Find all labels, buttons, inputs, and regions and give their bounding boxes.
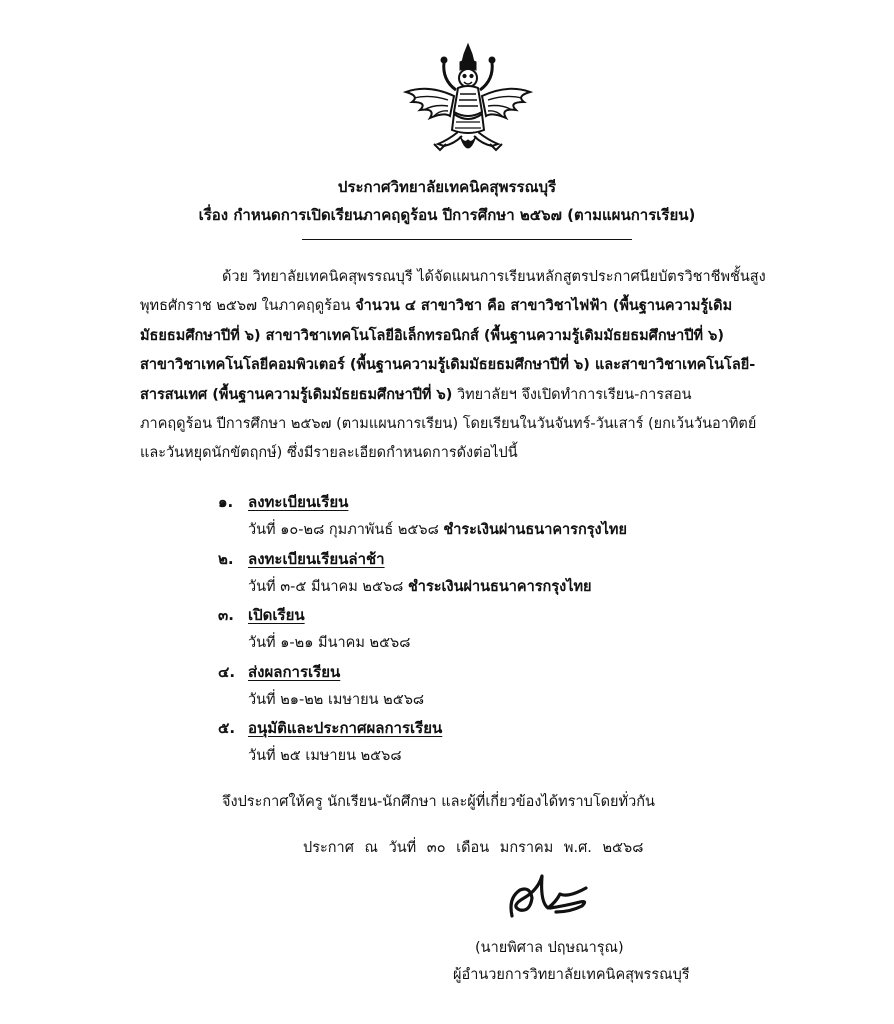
body-text: พุทธศักราช ๒๕๖๗ ในภาคฤดูร้อน: [140, 298, 356, 315]
body-line: [140, 263, 800, 292]
item-number: ๓.: [218, 606, 234, 624]
body-text: ภาคฤดูร้อน ปีการศึกษา ๒๕๖๗ (ตามแผนการเรียน) โดยเรียนในวันจันทร์-วันเสาร์ (ยกเว้นวันอาทิตย์: [140, 415, 757, 432]
body-line: [140, 351, 800, 380]
schedule-item: [218, 658, 778, 715]
schedule-item: [218, 714, 778, 771]
item-date: วันที่ ๓-๕ มีนาคม ๒๕๖๘: [248, 578, 408, 595]
notice-text: จึงประกาศให้ครู นักเรียน-นักศึกษา และผู้ที่เกี่ยวข้องได้ทราบโดยทั่วกัน: [222, 794, 655, 810]
header-divider: [302, 239, 632, 240]
announcement-body: [140, 263, 800, 469]
signer-name: (นายพิศาล ปฤษณารุณ): [475, 940, 624, 956]
item-number: ๒.: [218, 549, 234, 568]
item-date: วันที่ ๑-๒๑ มีนาคม ๒๕๖๘: [248, 635, 411, 651]
body-text-bold: จำนวน ๔ สาขาวิชา คือ สาขาวิชาไฟฟ้า (พื้นฐานความรู้เดิม: [355, 298, 733, 315]
item-title: อนุมัติและประกาศผลการเรียน: [248, 719, 443, 737]
item-note: ชำระเงินผ่านธนาคารกรุงไทย: [407, 578, 592, 595]
item-title: ลงทะเบียนเรียน: [248, 493, 349, 511]
garuda-emblem-icon: [398, 40, 538, 162]
body-text-bold: สาขาวิชาเทคโนโลยีคอมพิวเตอร์ (พื้นฐานความรู้เดิมมัธยธมศึกษาปีที่ ๖) และสาขาวิชาเทคโนโลยี-: [140, 357, 756, 374]
body-text: วิทยาลัยฯ จึงเปิดทำการเรียน-การสอน: [452, 386, 692, 403]
body-line: [140, 439, 800, 468]
announcement-subject: เรื่อง กำหนดการเปิดเรียนภาคฤดูร้อน ปีการศึกษา ๒๕๖๗ (ตามแผนการเรียน): [198, 206, 696, 224]
schedule-item: [218, 488, 778, 545]
handwritten-signature: [490, 868, 600, 928]
item-title: ลงทะเบียนเรียนล่าช้า: [248, 549, 385, 568]
body-text-bold: สารสนเทศ (พื้นฐานความรู้เดิมมัธยธมศึกษาปีที่ ๖): [140, 386, 453, 403]
item-date: วันที่ ๒๑-๒๒ เมษายน ๒๕๖๘: [248, 691, 425, 708]
item-date: วันที่ ๒๕ เมษายน ๒๕๖๘: [248, 748, 402, 764]
item-note: ชำระเงินผ่านธนาคารกรุงไทย: [443, 522, 627, 538]
body-line: [140, 381, 800, 410]
schedule-list: [218, 488, 778, 771]
schedule-item: [218, 545, 778, 602]
schedule-item: [218, 601, 778, 658]
item-number: ๕.: [218, 719, 236, 737]
body-text: ด้วย วิทยาลัยเทคนิคสุพรรณบุรี ได้จัดแผนการเรียนหลักสูตรประกาศนียบัตรวิชาชีพชั้นสูง: [222, 269, 766, 285]
body-line: [140, 410, 800, 439]
body-line: [140, 322, 800, 351]
body-line: [140, 292, 800, 321]
item-date: วันที่ ๑๐-๒๘ กุมภาพันธ์ ๒๕๖๘: [248, 522, 444, 538]
signer-position: ผู้อำนวยการวิทยาลัยเทคนิคสุพรรณบุรี: [453, 967, 690, 983]
item-number: ๔.: [218, 662, 236, 681]
announcement-title: ประกาศวิทยาลัยเทคนิคสุพรรณบุรี: [337, 178, 557, 196]
item-number: ๑.: [218, 493, 234, 511]
item-title: ส่งผลการเรียน: [248, 662, 341, 681]
body-text: และวันหยุดนักขัตฤกษ์) ซึ่งมีรายละเอียดกำหนดการดังต่อไปนี้: [140, 445, 518, 462]
body-text-bold: มัธยธมศึกษาปีที่ ๖) สาขาวิชาเทคโนโลยีอิเล็กทรอนิกส์ (พื้นฐานความรู้เดิมมัธยธมศึกษาปีที่ ๖): [140, 327, 724, 344]
item-title: เปิดเรียน: [248, 606, 305, 624]
issue-date: ประกาศ ณ วันที่ ๓๐ เดือน มกราคม พ.ศ. ๒๕๖๘: [303, 840, 644, 856]
